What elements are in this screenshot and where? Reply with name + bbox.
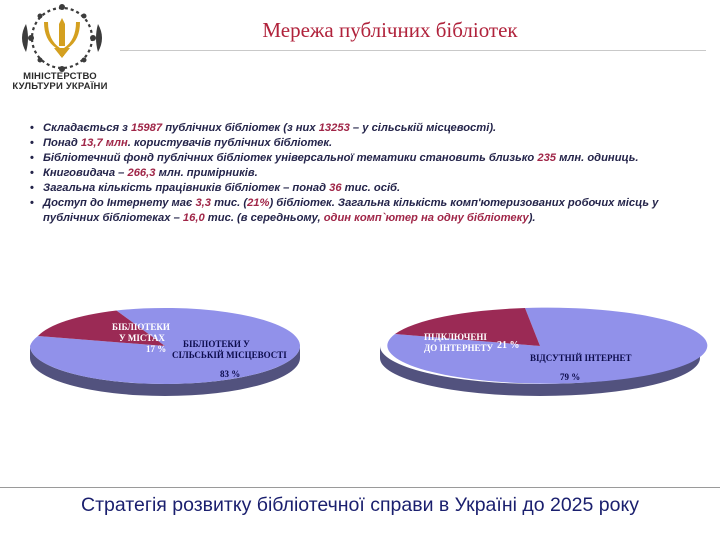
pie-value-city-libraries: 17 % [146, 344, 167, 354]
pie-label-internet-connected-line2: ДО ІНТЕРНЕТУ [424, 343, 494, 353]
pie-label-city-libraries-line1: БІБЛІОТЕКИ [112, 322, 170, 332]
bullet-list [28, 121, 692, 226]
bullet-text: ) бібліотек. Загальна кількість комп'ютеризованих робочих місць у публічних бібліотеках – [43, 197, 659, 224]
bullet-text: Доступ до Інтернету має [43, 197, 196, 209]
bullet-highlight: 3,3 [195, 197, 211, 209]
title-divider [120, 50, 706, 51]
bullet-highlight: 235 [537, 152, 557, 164]
bullet-text: публічних бібліотек (з них [162, 122, 319, 134]
bullet-highlight: один комп`ютер на одну бібліотеку [323, 212, 529, 224]
bullet-text: Книговидача – [43, 167, 128, 179]
bullet-text: Бібліотечний фонд публічних бібліотек універсальної тематики становить близько [43, 152, 538, 164]
bullet-text: ). [528, 212, 536, 224]
pie-charts [0, 300, 720, 500]
pie-chart-internet-access [380, 308, 707, 396]
pie-label-rural-libraries-line2: СІЛЬСЬКІЙ МІСЦЕВОСТІ [172, 350, 287, 360]
bullet-item [28, 121, 692, 136]
pie-label-no-internet: ВІДСУТНІЙ ІНТЕРНЕТ [530, 353, 632, 363]
ministry-name-line2: КУЛЬТУРИ УКРАЇНИ [12, 81, 108, 92]
footer-divider [0, 487, 720, 488]
bullet-highlight: 21% [247, 197, 270, 209]
pie-value-internet-connected: 21 % [497, 340, 520, 351]
ministry-name-line1: МІНІСТЕРСТВО [23, 71, 97, 82]
bullet-item [28, 151, 692, 166]
bullet-text: тис. (в середньому, [204, 212, 324, 224]
pie-chart-library-location [30, 308, 300, 396]
bullet-highlight: 16,0 [182, 212, 205, 224]
bullet-text: млн. одиниць. [556, 152, 639, 164]
bullet-text: млн. примірників. [155, 167, 258, 179]
bullet-text: тис. ( [211, 197, 248, 209]
pie-value-rural-libraries: 83 % [220, 369, 241, 379]
bullet-highlight: 13253 [318, 122, 350, 134]
bullet-text: Загальна кількість працівників бібліотек – понад [43, 182, 330, 194]
pie-value-no-internet: 79 % [560, 372, 581, 382]
bullet-item [28, 136, 692, 151]
bullet-highlight: 266,3 [127, 167, 156, 179]
ministry-name [8, 72, 112, 92]
pie-label-internet-connected-line1: ПІДКЛЮЧЕНІ [424, 332, 487, 342]
bullet-item [28, 196, 692, 226]
pie-label-city-libraries-line2: У МІСТАХ [119, 333, 165, 343]
footer-strategy-title: Стратегія розвитку бібліотечної справи в Україні до 2025 року [81, 494, 639, 516]
bullet-item [28, 181, 692, 196]
page-title: Мережа публічних бібліотек [262, 18, 518, 42]
bullet-text: тис. осіб. [341, 182, 401, 194]
pie-label-rural-libraries-line1: БІБЛІОТЕКИ У [183, 339, 250, 349]
bullet-highlight: 36 [329, 182, 342, 194]
bullet-highlight: 15987 [130, 122, 163, 134]
bullet-text: . користувачів публічних бібліотек. [127, 137, 333, 149]
bullet-text: Понад [43, 137, 81, 149]
bullet-highlight: 13,7 млн [80, 137, 128, 149]
bullet-text: – у сільській місцевості). [349, 122, 497, 134]
bullet-item [28, 166, 692, 181]
bullet-text: Складається з [43, 122, 131, 134]
